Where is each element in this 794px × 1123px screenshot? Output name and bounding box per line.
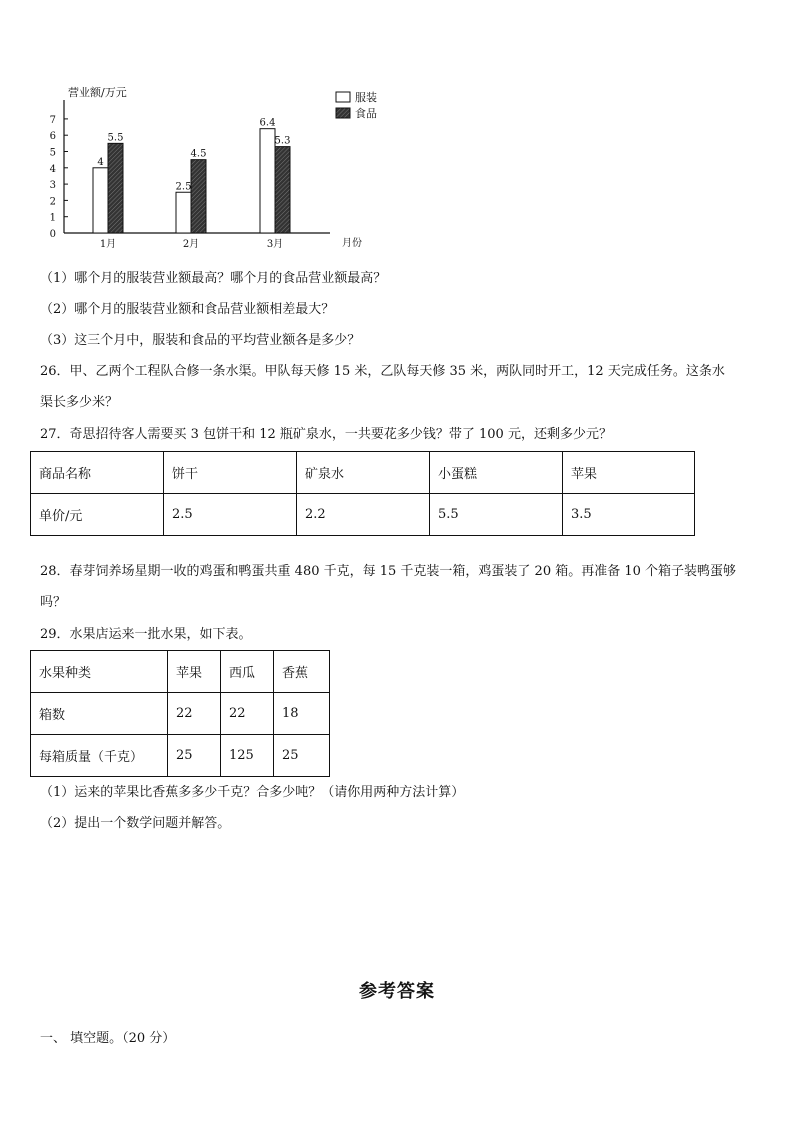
table-cell: 2.5 xyxy=(164,494,297,536)
legend-label: 食品 xyxy=(355,107,377,120)
legend-swatch xyxy=(336,108,350,118)
y-tick-label: 7 xyxy=(49,114,56,126)
y-tick-label: 1 xyxy=(49,212,56,224)
data-label: 4 xyxy=(97,156,104,168)
table-row xyxy=(31,735,330,777)
table-cell: 箱数 xyxy=(31,693,168,735)
legend-swatch xyxy=(336,92,350,102)
y-tick-label: 0 xyxy=(49,229,56,240)
table-cell: 5.5 xyxy=(430,494,563,536)
table-cell: 矿泉水 xyxy=(297,452,430,494)
table-cell: 每箱质量（千克） xyxy=(31,735,168,777)
y-axis-label: 营业额/万元 xyxy=(68,86,127,99)
table-cell: 苹果 xyxy=(563,452,695,494)
fruit-table xyxy=(30,650,330,777)
table-cell: 125 xyxy=(221,735,274,777)
table-cell: 22 xyxy=(221,693,274,735)
q28-line1: 28．春芽饲养场星期一收的鸡蛋和鸭蛋共重 480 千克，每 15 千克装一箱，鸡蛋装了 20 箱。再准备 10 个箱子装鸭蛋够 xyxy=(40,564,737,579)
q28-line2: 吗？ xyxy=(40,595,67,610)
table-cell: 25 xyxy=(274,735,330,777)
data-label: 5.3 xyxy=(274,135,291,147)
table-cell: 2.2 xyxy=(297,494,430,536)
table-cell: 香蕉 xyxy=(274,651,330,693)
data-label: 5.5 xyxy=(107,132,124,144)
bar-food xyxy=(191,160,206,233)
q25-sub1: （1）哪个月的服装营业额最高？哪个月的食品营业额最高？ xyxy=(40,271,387,286)
x-tick-label: 2月 xyxy=(182,239,200,250)
q29-sub2: （2）提出一个数学问题并解答。 xyxy=(40,816,231,831)
bar-chart xyxy=(40,78,400,258)
table-cell: 西瓜 xyxy=(221,651,274,693)
table-cell: 单价/元 xyxy=(31,494,164,536)
table-row xyxy=(31,693,330,735)
legend-label: 服装 xyxy=(355,91,377,104)
y-tick-label: 5 xyxy=(49,147,56,159)
bar-clothing xyxy=(260,129,275,233)
q25-sub2: （2）哪个月的服装营业额和食品营业额相差最大？ xyxy=(40,302,335,317)
q25-sub3: （3）这三个月中，服装和食品的平均营业额各是多少？ xyxy=(40,333,361,348)
answers-section-1: 一、 填空题。（20 分） xyxy=(40,1031,176,1046)
table-cell: 18 xyxy=(274,693,330,735)
y-tick-label: 3 xyxy=(49,180,56,192)
data-label: 6.4 xyxy=(259,117,276,129)
q26-line2: 渠长多少米？ xyxy=(40,395,119,410)
table-cell: 22 xyxy=(168,693,221,735)
table-row xyxy=(31,452,695,494)
x-axis-label: 月份 xyxy=(342,238,362,249)
data-label: 4.5 xyxy=(190,148,207,160)
y-tick-label: 6 xyxy=(49,131,56,143)
table-cell: 水果种类 xyxy=(31,651,168,693)
table-row xyxy=(31,651,330,693)
q29-text: 29．水果店运来一批水果，如下表。 xyxy=(40,627,252,642)
table-cell: 3.5 xyxy=(563,494,695,536)
table-cell: 商品名称 xyxy=(31,452,164,494)
table-cell: 苹果 xyxy=(168,651,221,693)
table-cell: 小蛋糕 xyxy=(430,452,563,494)
q29-sub1: （1）运来的苹果比香蕉多多少千克？合多少吨？（请你用两种方法计算） xyxy=(40,785,465,800)
y-tick-label: 4 xyxy=(49,163,56,175)
x-tick-label: 1月 xyxy=(99,239,117,250)
table-row xyxy=(31,494,695,536)
bar-food xyxy=(275,147,290,233)
table-cell: 饼干 xyxy=(164,452,297,494)
price-table xyxy=(30,451,695,536)
q26-line1: 26．甲、乙两个工程队合修一条水渠。甲队每天修 15 米，乙队每天修 35 米，两队同时开工，12 天完成任务。这条水 xyxy=(40,364,725,379)
bar-clothing xyxy=(93,168,108,233)
x-tick-label: 3月 xyxy=(266,239,284,250)
table-cell: 25 xyxy=(168,735,221,777)
q27-text: 27．奇思招待客人需要买 3 包饼干和 12 瓶矿泉水，一共要花多少钱？带了 100 元，还剩多少元？ xyxy=(40,427,612,442)
bar-clothing xyxy=(176,192,191,233)
y-tick-label: 2 xyxy=(49,196,56,208)
answers-title: 参考答案 xyxy=(359,981,435,1002)
data-label: 2.5 xyxy=(175,181,192,193)
bar-food xyxy=(108,143,123,233)
